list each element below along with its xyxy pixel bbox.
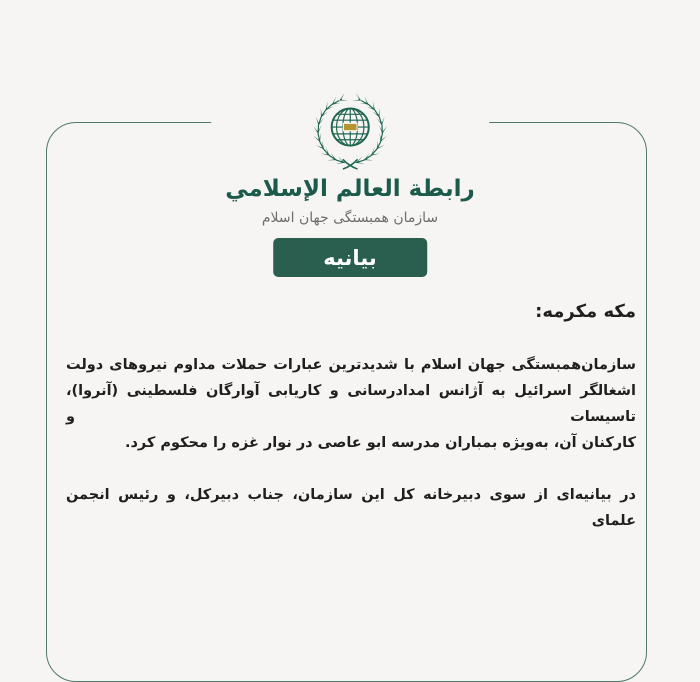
- paragraph-1-line-1: سازمان‌همبستگی جهان اسلام با شدیدترین عبارات حملات مداوم نیروهای دولت: [66, 357, 636, 373]
- paragraph-1-line-3: کارکنان آن، به‌ویژه بمباران مدرسه ابو عاصی در نوار غزه را محکوم کرد.: [124, 435, 636, 451]
- statement-banner-label: بیانیه: [323, 245, 377, 270]
- paragraph-1-line-2: اشغالگر اسرائیل به آژانس امدادرسانی و کاریابی آوارگان فلسطینی (آنروا)، تاسیسات و: [66, 383, 636, 425]
- wreath-globe-emblem-icon: [301, 86, 399, 172]
- org-name-arabic-calligraphy: رابطة العالم الإسلامي: [225, 176, 475, 202]
- location-heading: مکه مکرمه:: [535, 301, 636, 322]
- paragraph-2-line-1: در بیانیه‌ای از سوی دبیرخانه کل این سازمان، جناب دبیرکل، و رئیس انجمن علمای: [66, 487, 636, 529]
- statement-banner: [273, 238, 427, 277]
- organization-logo-block: [211, 86, 489, 277]
- paragraph-1: [66, 352, 636, 456]
- statement-body: [66, 298, 636, 534]
- org-name-persian-subtitle: سازمان همبستگی جهان اسلام: [261, 210, 439, 226]
